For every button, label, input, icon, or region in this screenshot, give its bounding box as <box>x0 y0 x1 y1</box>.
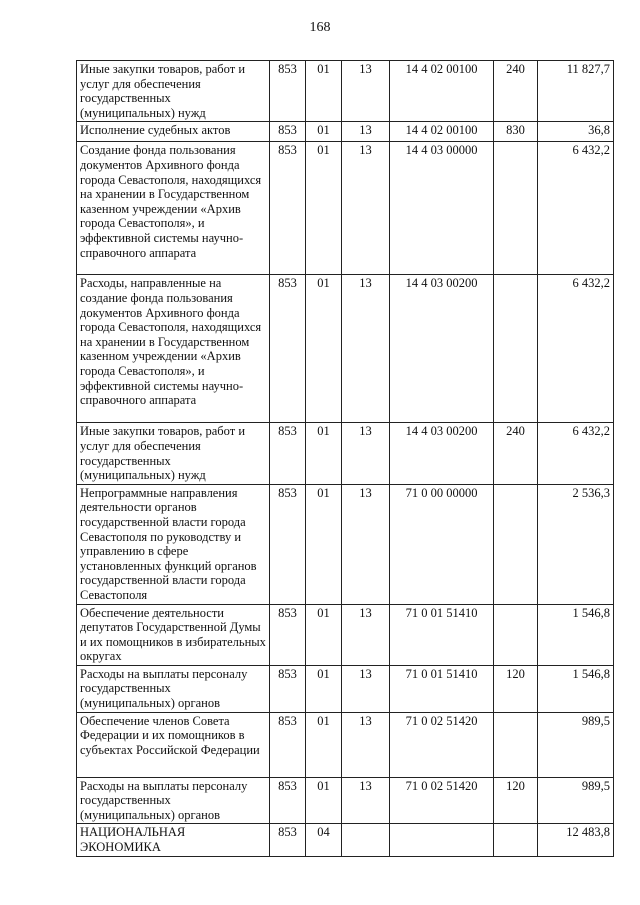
section-code-cell: 01 <box>306 604 342 665</box>
subsection-code-cell: 13 <box>342 423 390 484</box>
subsection-code-cell: 13 <box>342 665 390 712</box>
department-code-cell: 853 <box>270 61 306 122</box>
table-row <box>77 142 614 275</box>
section-code-cell: 01 <box>306 712 342 777</box>
expense-name-cell: Расходы на выплаты персоналу государственных (муниципальных) органов <box>77 777 270 824</box>
expense-name-cell: Расходы, направленные на создание фонда пользования документов Архивного фонда города Севастополя, находящихся на хранении в Государственном казенном учреждении «Архив города Севастополя», и эффективной системы научно-справочного аппарата <box>77 275 270 423</box>
amount-cell: 989,5 <box>538 777 614 824</box>
section-code-cell: 01 <box>306 142 342 275</box>
expense-type-cell: 120 <box>494 777 538 824</box>
amount-cell: 6 432,2 <box>538 142 614 275</box>
expense-name-cell: Исполнение судебных актов <box>77 122 270 142</box>
department-code-cell: 853 <box>270 275 306 423</box>
expense-type-cell <box>494 142 538 275</box>
amount-cell: 2 536,3 <box>538 484 614 604</box>
page-number: 168 <box>309 20 331 35</box>
target-article-cell: 14 4 03 00200 <box>390 423 494 484</box>
expense-type-cell: 240 <box>494 423 538 484</box>
subsection-code-cell: 13 <box>342 142 390 275</box>
target-article-cell: 71 0 00 00000 <box>390 484 494 604</box>
amount-cell: 1 546,8 <box>538 604 614 665</box>
section-code-cell: 01 <box>306 665 342 712</box>
department-code-cell: 853 <box>270 484 306 604</box>
expense-type-cell: 830 <box>494 122 538 142</box>
table-row <box>77 712 614 777</box>
subsection-code-cell: 13 <box>342 777 390 824</box>
amount-cell: 1 546,8 <box>538 665 614 712</box>
table-row <box>77 275 614 423</box>
expense-name-cell: Иные закупки товаров, работ и услуг для обеспечения государственных (муниципальных) нужд <box>77 423 270 484</box>
section-code-cell: 04 <box>306 824 342 856</box>
expense-name-cell: Обеспечение деятельности депутатов Государственной Думы и их помощников в избирательных округах <box>77 604 270 665</box>
subsection-code-cell <box>342 824 390 856</box>
department-code-cell: 853 <box>270 423 306 484</box>
subsection-code-cell: 13 <box>342 61 390 122</box>
expense-type-cell <box>494 604 538 665</box>
amount-cell: 11 827,7 <box>538 61 614 122</box>
department-code-cell: 853 <box>270 824 306 856</box>
department-code-cell: 853 <box>270 777 306 824</box>
table-row <box>77 423 614 484</box>
department-code-cell: 853 <box>270 604 306 665</box>
section-code-cell: 01 <box>306 275 342 423</box>
amount-cell: 6 432,2 <box>538 423 614 484</box>
table-row <box>77 777 614 824</box>
table-row <box>77 61 614 122</box>
expense-type-cell: 120 <box>494 665 538 712</box>
subsection-code-cell: 13 <box>342 604 390 665</box>
amount-cell: 12 483,8 <box>538 824 614 856</box>
expense-name-cell: Создание фонда пользования документов Архивного фонда города Севастополя, находящихся на хранении в Государственном казенном учреждении «Архив города Севастополя», и эффективной системы научно-справочного аппарата <box>77 142 270 275</box>
expense-name-cell: Иные закупки товаров, работ и услуг для обеспечения государственных (муниципальных) нужд <box>77 61 270 122</box>
section-code-cell: 01 <box>306 777 342 824</box>
section-code-cell: 01 <box>306 484 342 604</box>
budget-table <box>76 60 614 857</box>
department-code-cell: 853 <box>270 665 306 712</box>
table-row <box>77 484 614 604</box>
table-row <box>77 824 614 856</box>
expense-type-cell <box>494 712 538 777</box>
table-row <box>77 604 614 665</box>
subsection-code-cell: 13 <box>342 712 390 777</box>
expense-name-cell: Расходы на выплаты персоналу государственных (муниципальных) органов <box>77 665 270 712</box>
table-row <box>77 665 614 712</box>
target-article-cell: 71 0 02 51420 <box>390 777 494 824</box>
subsection-code-cell: 13 <box>342 275 390 423</box>
target-article-cell: 71 0 01 51410 <box>390 665 494 712</box>
department-code-cell: 853 <box>270 712 306 777</box>
expense-type-cell <box>494 824 538 856</box>
subsection-code-cell: 13 <box>342 484 390 604</box>
expense-name-cell: Непрограммные направления деятельности органов государственной власти города Севастополя по руководству и управлению в сфере установленных функций органов государственной власти города Севастополя <box>77 484 270 604</box>
target-article-cell: 14 4 02 00100 <box>390 61 494 122</box>
table-row <box>77 122 614 142</box>
target-article-cell: 14 4 03 00200 <box>390 275 494 423</box>
target-article-cell <box>390 824 494 856</box>
subsection-code-cell: 13 <box>342 122 390 142</box>
department-code-cell: 853 <box>270 122 306 142</box>
expense-type-cell <box>494 484 538 604</box>
target-article-cell: 14 4 02 00100 <box>390 122 494 142</box>
expense-name-cell: Обеспечение членов Совета Федерации и их помощников в субъектах Российской Федерации <box>77 712 270 777</box>
target-article-cell: 71 0 02 51420 <box>390 712 494 777</box>
amount-cell: 36,8 <box>538 122 614 142</box>
expense-type-cell <box>494 275 538 423</box>
amount-cell: 6 432,2 <box>538 275 614 423</box>
section-code-cell: 01 <box>306 423 342 484</box>
amount-cell: 989,5 <box>538 712 614 777</box>
expense-name-cell: НАЦИОНАЛЬНАЯ ЭКОНОМИКА <box>77 824 270 856</box>
target-article-cell: 71 0 01 51410 <box>390 604 494 665</box>
section-code-cell: 01 <box>306 61 342 122</box>
expense-type-cell: 240 <box>494 61 538 122</box>
section-code-cell: 01 <box>306 122 342 142</box>
department-code-cell: 853 <box>270 142 306 275</box>
target-article-cell: 14 4 03 00000 <box>390 142 494 275</box>
